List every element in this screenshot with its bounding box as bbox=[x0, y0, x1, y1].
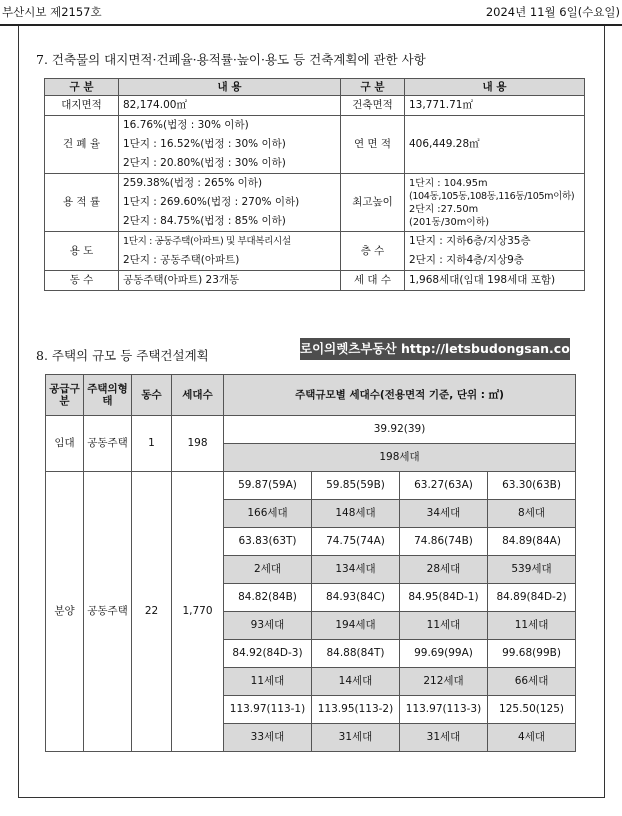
table-row bbox=[45, 271, 585, 291]
size-cell: 84.89(84D-2) bbox=[488, 584, 576, 612]
size-cell: 59.85(59B) bbox=[312, 472, 400, 500]
count-cell: 33세대 bbox=[224, 724, 312, 752]
size-cell: 59.87(59A) bbox=[224, 472, 312, 500]
size-cell: 125.50(125) bbox=[488, 696, 576, 724]
value-line: 2단지 : 공동주택(아파트) bbox=[123, 254, 240, 266]
row-value bbox=[405, 271, 585, 291]
value-line: 82,174.00㎡ bbox=[123, 99, 187, 111]
size-cell: 39.92(39) bbox=[224, 416, 576, 444]
publication-name: 부산시보 제2157호 bbox=[2, 5, 102, 19]
header-cell: 주택규모별 세대수(전용면적 기준, 단위 : ㎡) bbox=[224, 375, 576, 416]
table-row bbox=[45, 232, 585, 271]
size-cell: 84.95(84D-1) bbox=[400, 584, 488, 612]
table-row bbox=[46, 416, 576, 444]
header-cell: 구 분 bbox=[341, 79, 405, 96]
value-line: 공동주택(아파트) 23개동 bbox=[123, 274, 240, 286]
table-row bbox=[45, 116, 585, 174]
row-value bbox=[405, 232, 585, 271]
count-cell: 34세대 bbox=[400, 500, 488, 528]
header-cell: 주택의형태 bbox=[84, 375, 132, 416]
size-cell: 63.83(63T) bbox=[224, 528, 312, 556]
table-row bbox=[45, 96, 585, 116]
row-value bbox=[119, 232, 341, 271]
header-cell: 구 분 bbox=[45, 79, 119, 96]
size-cell: 74.75(74A) bbox=[312, 528, 400, 556]
table-header-row bbox=[46, 375, 576, 416]
building-plan-table bbox=[44, 78, 585, 291]
count-cell: 14세대 bbox=[312, 668, 400, 696]
size-cell: 113.97(113-3) bbox=[400, 696, 488, 724]
page-header bbox=[2, 4, 620, 20]
count-cell: 539세대 bbox=[488, 556, 576, 584]
size-cell: 63.30(63B) bbox=[488, 472, 576, 500]
row-label: 층 수 bbox=[341, 232, 405, 271]
count-cell: 31세대 bbox=[400, 724, 488, 752]
households-cell: 198 bbox=[172, 416, 224, 472]
value-line: (104동,105동,108동,116동/105m이하) bbox=[409, 190, 575, 202]
value-line: 406,449.28㎡ bbox=[409, 138, 480, 150]
watermark-banner: 로이의렛츠부동산 http://letsbudongsan.com bbox=[300, 338, 570, 360]
count-cell: 198세대 bbox=[224, 444, 576, 472]
count-cell: 28세대 bbox=[400, 556, 488, 584]
publication-date: 2024년 11월 6일(수요일) bbox=[485, 5, 620, 19]
header-cell: 동수 bbox=[132, 375, 172, 416]
table-row bbox=[45, 174, 585, 232]
size-cell: 99.69(99A) bbox=[400, 640, 488, 668]
row-value bbox=[405, 96, 585, 116]
value-line: 1단지 : 16.52%(법정 : 30% 이하) bbox=[123, 138, 286, 150]
header-cell: 내 용 bbox=[119, 79, 341, 96]
row-label: 동 수 bbox=[45, 271, 119, 291]
count-cell: 11세대 bbox=[224, 668, 312, 696]
header-cell: 내 용 bbox=[405, 79, 585, 96]
header-cell: 세대수 bbox=[172, 375, 224, 416]
households-cell: 1,770 bbox=[172, 472, 224, 752]
supply-cell: 분양 bbox=[46, 472, 84, 752]
supply-cell: 임대 bbox=[46, 416, 84, 472]
count-cell: 31세대 bbox=[312, 724, 400, 752]
value-line: 2단지 : 84.75%(법정 : 85% 이하) bbox=[123, 215, 286, 227]
size-cell: 84.92(84D-3) bbox=[224, 640, 312, 668]
count-cell: 66세대 bbox=[488, 668, 576, 696]
housing-plan-table bbox=[45, 374, 576, 752]
size-cell: 74.86(74B) bbox=[400, 528, 488, 556]
type-cell: 공동주택 bbox=[84, 416, 132, 472]
count-cell: 166세대 bbox=[224, 500, 312, 528]
type-cell: 공동주택 bbox=[84, 472, 132, 752]
row-label: 용 적 률 bbox=[45, 174, 119, 232]
row-value bbox=[405, 174, 585, 232]
table-header-row bbox=[45, 79, 585, 96]
buildings-cell: 1 bbox=[132, 416, 172, 472]
row-label: 건 폐 율 bbox=[45, 116, 119, 174]
count-cell: 8세대 bbox=[488, 500, 576, 528]
size-cell: 84.88(84T) bbox=[312, 640, 400, 668]
count-cell: 148세대 bbox=[312, 500, 400, 528]
value-line: (201동/30m이하) bbox=[409, 216, 490, 228]
count-cell: 11세대 bbox=[400, 612, 488, 640]
header-cell: 공급구분 bbox=[46, 375, 84, 416]
row-value bbox=[405, 116, 585, 174]
row-value bbox=[119, 116, 341, 174]
value-line: 2단지 : 지하4층/지상9층 bbox=[409, 254, 524, 266]
size-cell: 113.97(113-1) bbox=[224, 696, 312, 724]
value-line: 2단지 : 20.80%(법정 : 30% 이하) bbox=[123, 157, 286, 169]
row-label: 최고높이 bbox=[341, 174, 405, 232]
buildings-cell: 22 bbox=[132, 472, 172, 752]
row-label: 건축면적 bbox=[341, 96, 405, 116]
value-line: 13,771.71㎡ bbox=[409, 99, 473, 111]
size-cell: 84.82(84B) bbox=[224, 584, 312, 612]
section-7-title: 7. 건축물의 대지면적·건폐율·용적률·높이·용도 등 건축계획에 관한 사항 bbox=[36, 52, 426, 67]
row-value bbox=[119, 174, 341, 232]
value-line: 1단지 : 269.60%(법정 : 270% 이하) bbox=[123, 196, 300, 208]
count-cell: 194세대 bbox=[312, 612, 400, 640]
value-line: 259.38%(법정 : 265% 이하) bbox=[123, 177, 263, 189]
section-8-title: 8. 주택의 규모 등 주택건설계획 bbox=[36, 348, 209, 363]
count-cell: 93세대 bbox=[224, 612, 312, 640]
count-cell: 212세대 bbox=[400, 668, 488, 696]
row-label: 용 도 bbox=[45, 232, 119, 271]
size-cell: 84.93(84C) bbox=[312, 584, 400, 612]
count-cell: 4세대 bbox=[488, 724, 576, 752]
count-cell: 134세대 bbox=[312, 556, 400, 584]
row-label: 대지면적 bbox=[45, 96, 119, 116]
value-line: 1,968세대(임대 198세대 포함) bbox=[409, 274, 556, 286]
row-value bbox=[119, 271, 341, 291]
value-line: 2단지 :27.50m bbox=[409, 203, 479, 215]
size-cell: 84.89(84A) bbox=[488, 528, 576, 556]
row-label: 연 면 적 bbox=[341, 116, 405, 174]
row-value bbox=[119, 96, 341, 116]
size-cell: 63.27(63A) bbox=[400, 472, 488, 500]
value-line: 16.76%(법정 : 30% 이하) bbox=[123, 119, 249, 131]
row-label: 세 대 수 bbox=[341, 271, 405, 291]
value-line: 1단지 : 공동주택(아파트) 및 부대복리시설 bbox=[123, 236, 291, 247]
count-cell: 11세대 bbox=[488, 612, 576, 640]
value-line: 1단지 : 104.95m bbox=[409, 177, 488, 189]
table-row bbox=[46, 472, 576, 500]
size-cell: 113.95(113-2) bbox=[312, 696, 400, 724]
count-cell: 2세대 bbox=[224, 556, 312, 584]
size-cell: 99.68(99B) bbox=[488, 640, 576, 668]
value-line: 1단지 : 지하6층/지상35층 bbox=[409, 235, 531, 247]
